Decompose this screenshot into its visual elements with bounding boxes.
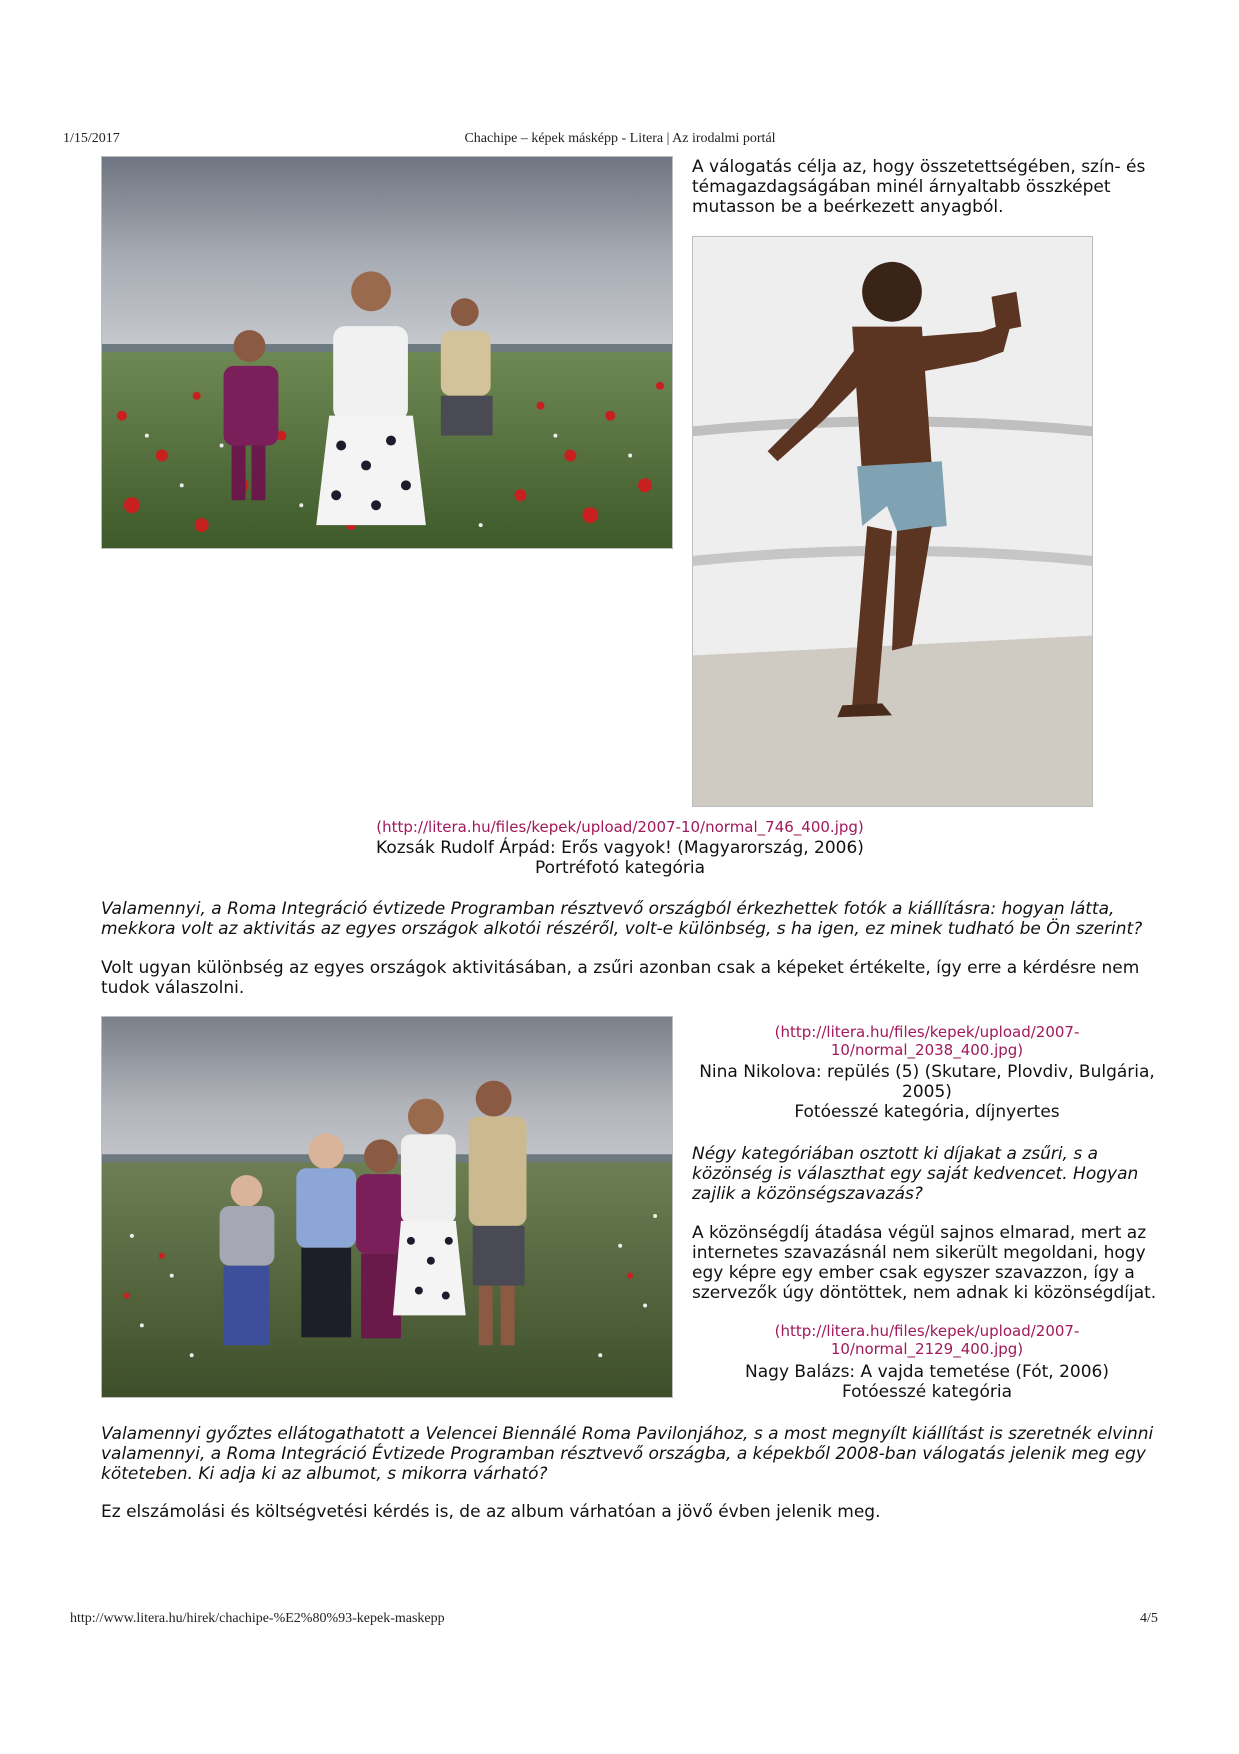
question-3: Valamennyi győztes ellátogathatott a Velencei Biennálé Roma Pavilonjához, s a most megnyílt kiállítást is szeretnék elvinni valamennyi, a Roma Integráció Évtizede Programban résztvevő országba, a képekből 2008-ban válogatás jelenik meg egy köteteben. Ki adja ki az albumot, s mikorra várható?	[101, 1424, 1154, 1484]
caption3-link[interactable]: (http://litera.hu/files/kepek/upload/2007-10/normal_2129_400.jpg)	[774, 1322, 1080, 1358]
print-date: 1/15/2017	[63, 131, 120, 146]
question-2: Négy kategóriában osztott ki díjakat a zsűri, s a közönség is választhat egy saját kedvencet. Hogyan zajlik a közönségszavazás?	[692, 1144, 1139, 1204]
answer-1: Volt ugyan különbség az egyes országok aktivitásában, a zsűri azonban csak a képeket értékelte, így erre a kérdésre nem tudok válaszolni.	[101, 958, 1140, 998]
photo-girls-poppy-field	[101, 156, 673, 549]
caption3-title: Nagy Balázs: A vajda temetése (Fót, 2006)	[745, 1362, 1109, 1382]
photo-children-group	[101, 1016, 673, 1398]
caption1-title: Kozsák Rudolf Árpád: Erős vagyok! (Magyarország, 2006)	[376, 838, 864, 858]
caption2-title: Nina Nikolova: repülés (5) (Skutare, Plovdiv, Bulgária, 2005)	[699, 1062, 1155, 1102]
answer-3: Ez elszámolási és költségvetési kérdés is, de az album várhatóan a jövő évben jelenik meg.	[101, 1502, 881, 1522]
caption3-category: Fotóesszé kategória	[841, 1382, 1012, 1402]
photo-boy-flexing	[692, 236, 1093, 807]
print-url: http://www.litera.hu/hirek/chachipe-%E2%80%93-kepek-maskepp	[70, 1611, 445, 1626]
caption2-link[interactable]: (http://litera.hu/files/kepek/upload/2007-10/normal_2038_400.jpg)	[774, 1023, 1080, 1059]
answer-2: A közönségdíj átadása végül sajnos elmarad, mert az internetes szavazásnál nem sikerült megoldani, hogy egy képre egy ember csak egyszer szavazzon, így a szervezők úgy döntöttek, nem adnak ki közönségdíjat.	[692, 1223, 1157, 1303]
caption1-link[interactable]: (http://litera.hu/files/kepek/upload/2007-10/normal_746_400.jpg)	[376, 818, 864, 836]
caption2-category: Fotóesszé kategória, díjnyertes	[794, 1102, 1060, 1122]
question-1: Valamennyi, a Roma Integráció évtizede Programban résztvevő országból érkezhettek fotók a kiállításra: hogyan látta, mekkora volt az aktivitás az egyes országok alkotói részéről, volt-e különbség, s ha igen, ez minek tudható be Ön szerint?	[101, 899, 1143, 939]
print-title: Chachipe – képek másképp - Litera | Az irodalmi portál	[464, 131, 776, 146]
intro-paragraph: A válogatás célja az, hogy összetettségében, szín- és témagazdagságában minél árnyaltabb összképet mutasson be a beérkezett anyagból.	[692, 157, 1146, 217]
page-number: 4/5	[1140, 1611, 1158, 1626]
caption1-category: Portréfotó kategória	[534, 858, 706, 878]
